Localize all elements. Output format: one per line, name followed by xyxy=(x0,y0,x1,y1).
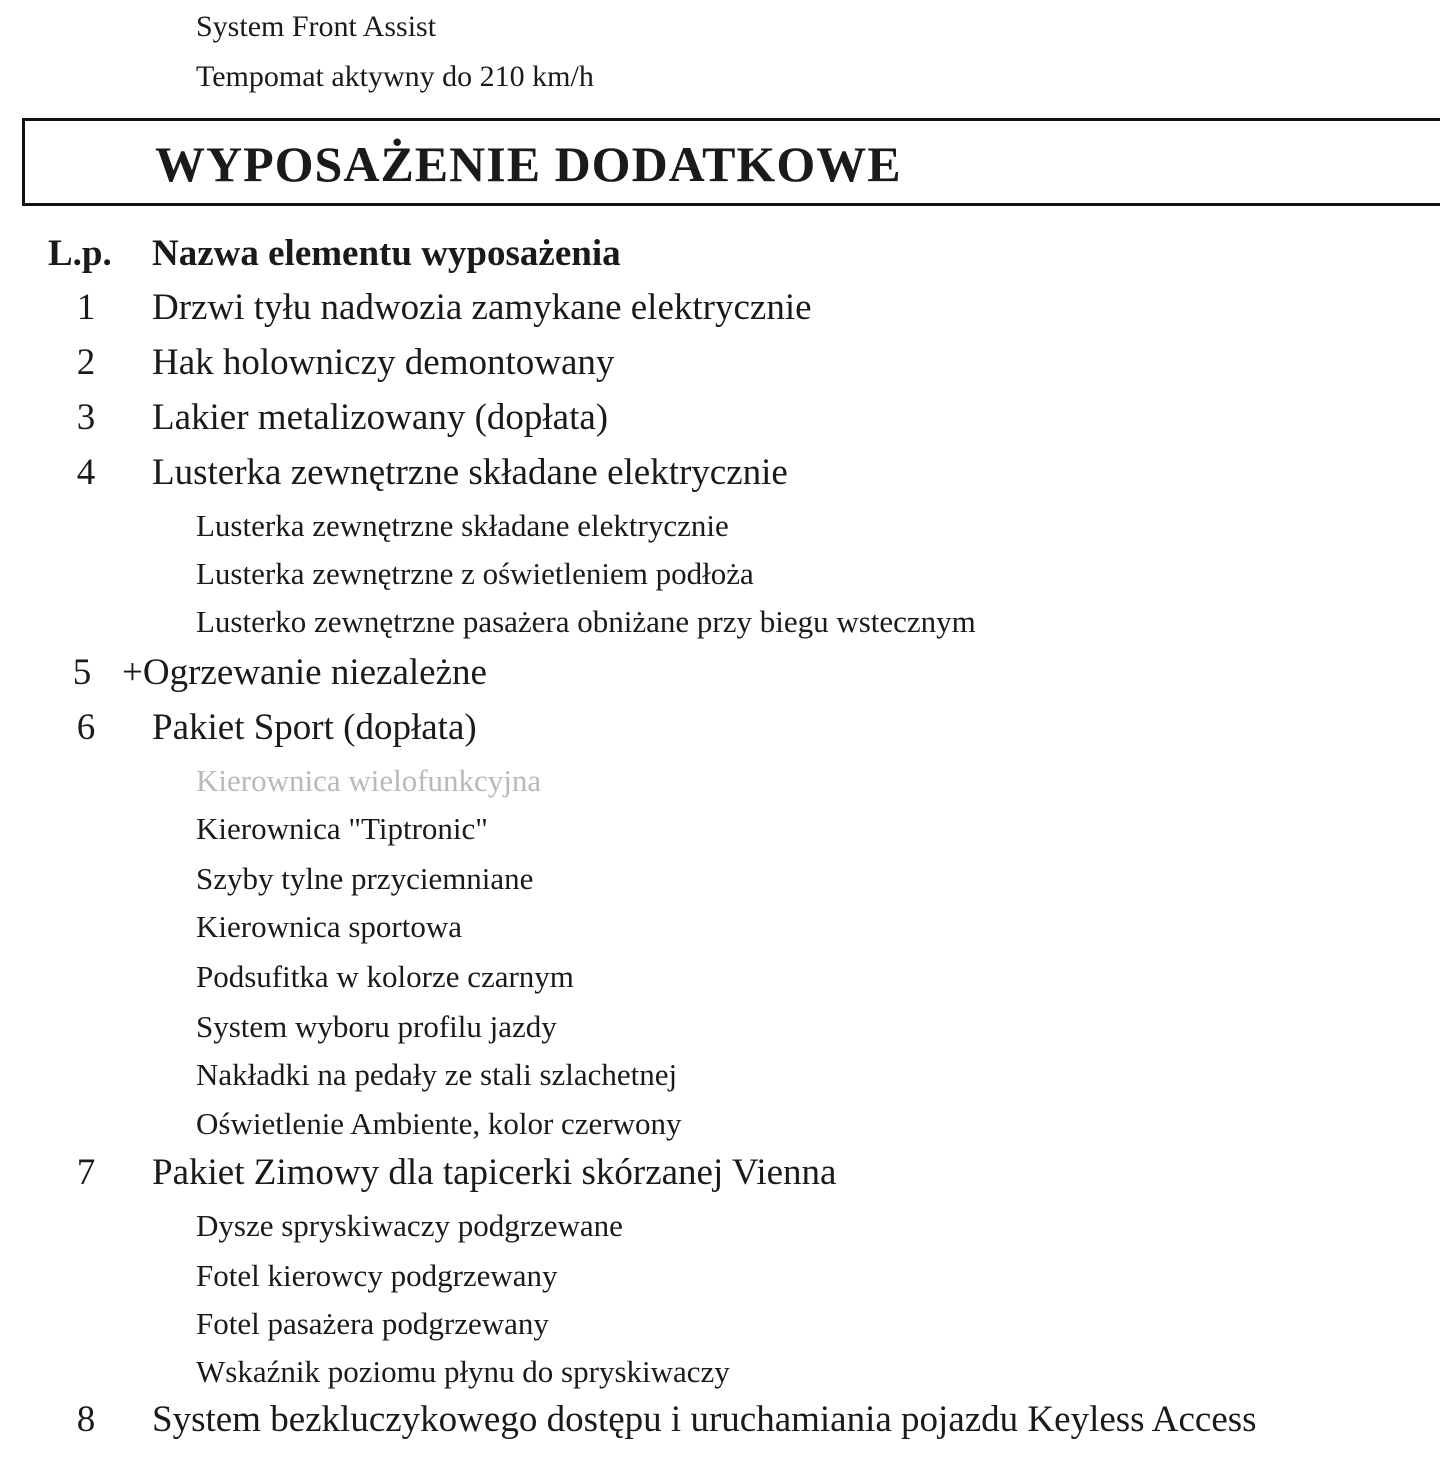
sub-item: Fotel kierowcy podgrzewany xyxy=(196,1258,558,1293)
header-number: L.p. xyxy=(48,233,112,274)
sub-item: Kierownica sportowa xyxy=(196,909,462,944)
item-name: Lusterka zewnętrzne składane elektrycznie xyxy=(152,452,788,493)
list-item xyxy=(0,451,1440,495)
list-item xyxy=(0,1151,1440,1195)
item-name: Hak holowniczy demontowany xyxy=(152,342,615,383)
item-number: 1 xyxy=(76,287,96,328)
item-name: Pakiet Sport (dopłata) xyxy=(152,707,477,748)
top-line-tempomat: Tempomat aktywny do 210 km/h xyxy=(196,60,594,93)
sub-item: Kierownica wielofunkcyjna xyxy=(196,763,542,798)
section-title: WYPOSAŻENIE DODATKOWE xyxy=(155,136,902,192)
item-name: Pakiet Zimowy dla tapicerki skórzanej Vienna xyxy=(152,1152,837,1193)
sub-item: Kierownica "Tiptronic" xyxy=(196,811,488,846)
sub-item: Lusterka zewnętrzne z oświetleniem podłoża xyxy=(196,556,754,591)
sub-item: System wyboru profilu jazdy xyxy=(196,1009,557,1044)
item-name: Drzwi tyłu nadwozia zamykane elektrycznie xyxy=(152,287,812,328)
list-item xyxy=(0,341,1440,385)
item-number: 7 xyxy=(76,1152,96,1193)
item-number: 6 xyxy=(76,707,96,748)
item-name: Lakier metalizowany (dopłata) xyxy=(152,397,609,438)
list-item xyxy=(0,651,1440,695)
sub-item: Fotel pasażera podgrzewany xyxy=(196,1306,549,1341)
sub-item: Lusterko zewnętrzne pasażera obniżane przy biegu wstecznym xyxy=(196,604,976,639)
item-number: 3 xyxy=(76,397,96,438)
section-header-box xyxy=(22,118,1440,206)
top-line-front-assist: System Front Assist xyxy=(196,10,437,43)
sub-item: Oświetlenie Ambiente, kolor czerwony xyxy=(196,1106,682,1141)
item-name: +Ogrzewanie niezależne xyxy=(122,652,487,693)
item-number: 8 xyxy=(76,1399,96,1440)
sub-item: Nakładki na pedały ze stali szlachetnej xyxy=(196,1057,678,1092)
sub-item: Szyby tylne przyciemniane xyxy=(196,861,534,896)
sub-item: Lusterka zewnętrzne składane elektrycznie xyxy=(196,508,729,543)
sub-item: Dysze spryskiwaczy podgrzewane xyxy=(196,1208,623,1243)
item-name: System bezkluczykowego dostępu i uruchamiania pojazdu Keyless Access xyxy=(152,1399,1257,1440)
table-header xyxy=(0,232,1440,276)
list-item xyxy=(0,706,1440,750)
sub-item: Podsufitka w kolorze czarnym xyxy=(196,959,574,994)
item-number: 4 xyxy=(76,452,96,493)
item-number: 5 xyxy=(72,652,92,693)
list-item xyxy=(0,1398,1440,1442)
item-number: 2 xyxy=(76,342,96,383)
sub-item: Wskaźnik poziomu płynu do spryskiwaczy xyxy=(196,1354,730,1389)
list-item xyxy=(0,286,1440,330)
header-name: Nazwa elementu wyposażenia xyxy=(152,233,621,274)
list-item xyxy=(0,396,1440,440)
